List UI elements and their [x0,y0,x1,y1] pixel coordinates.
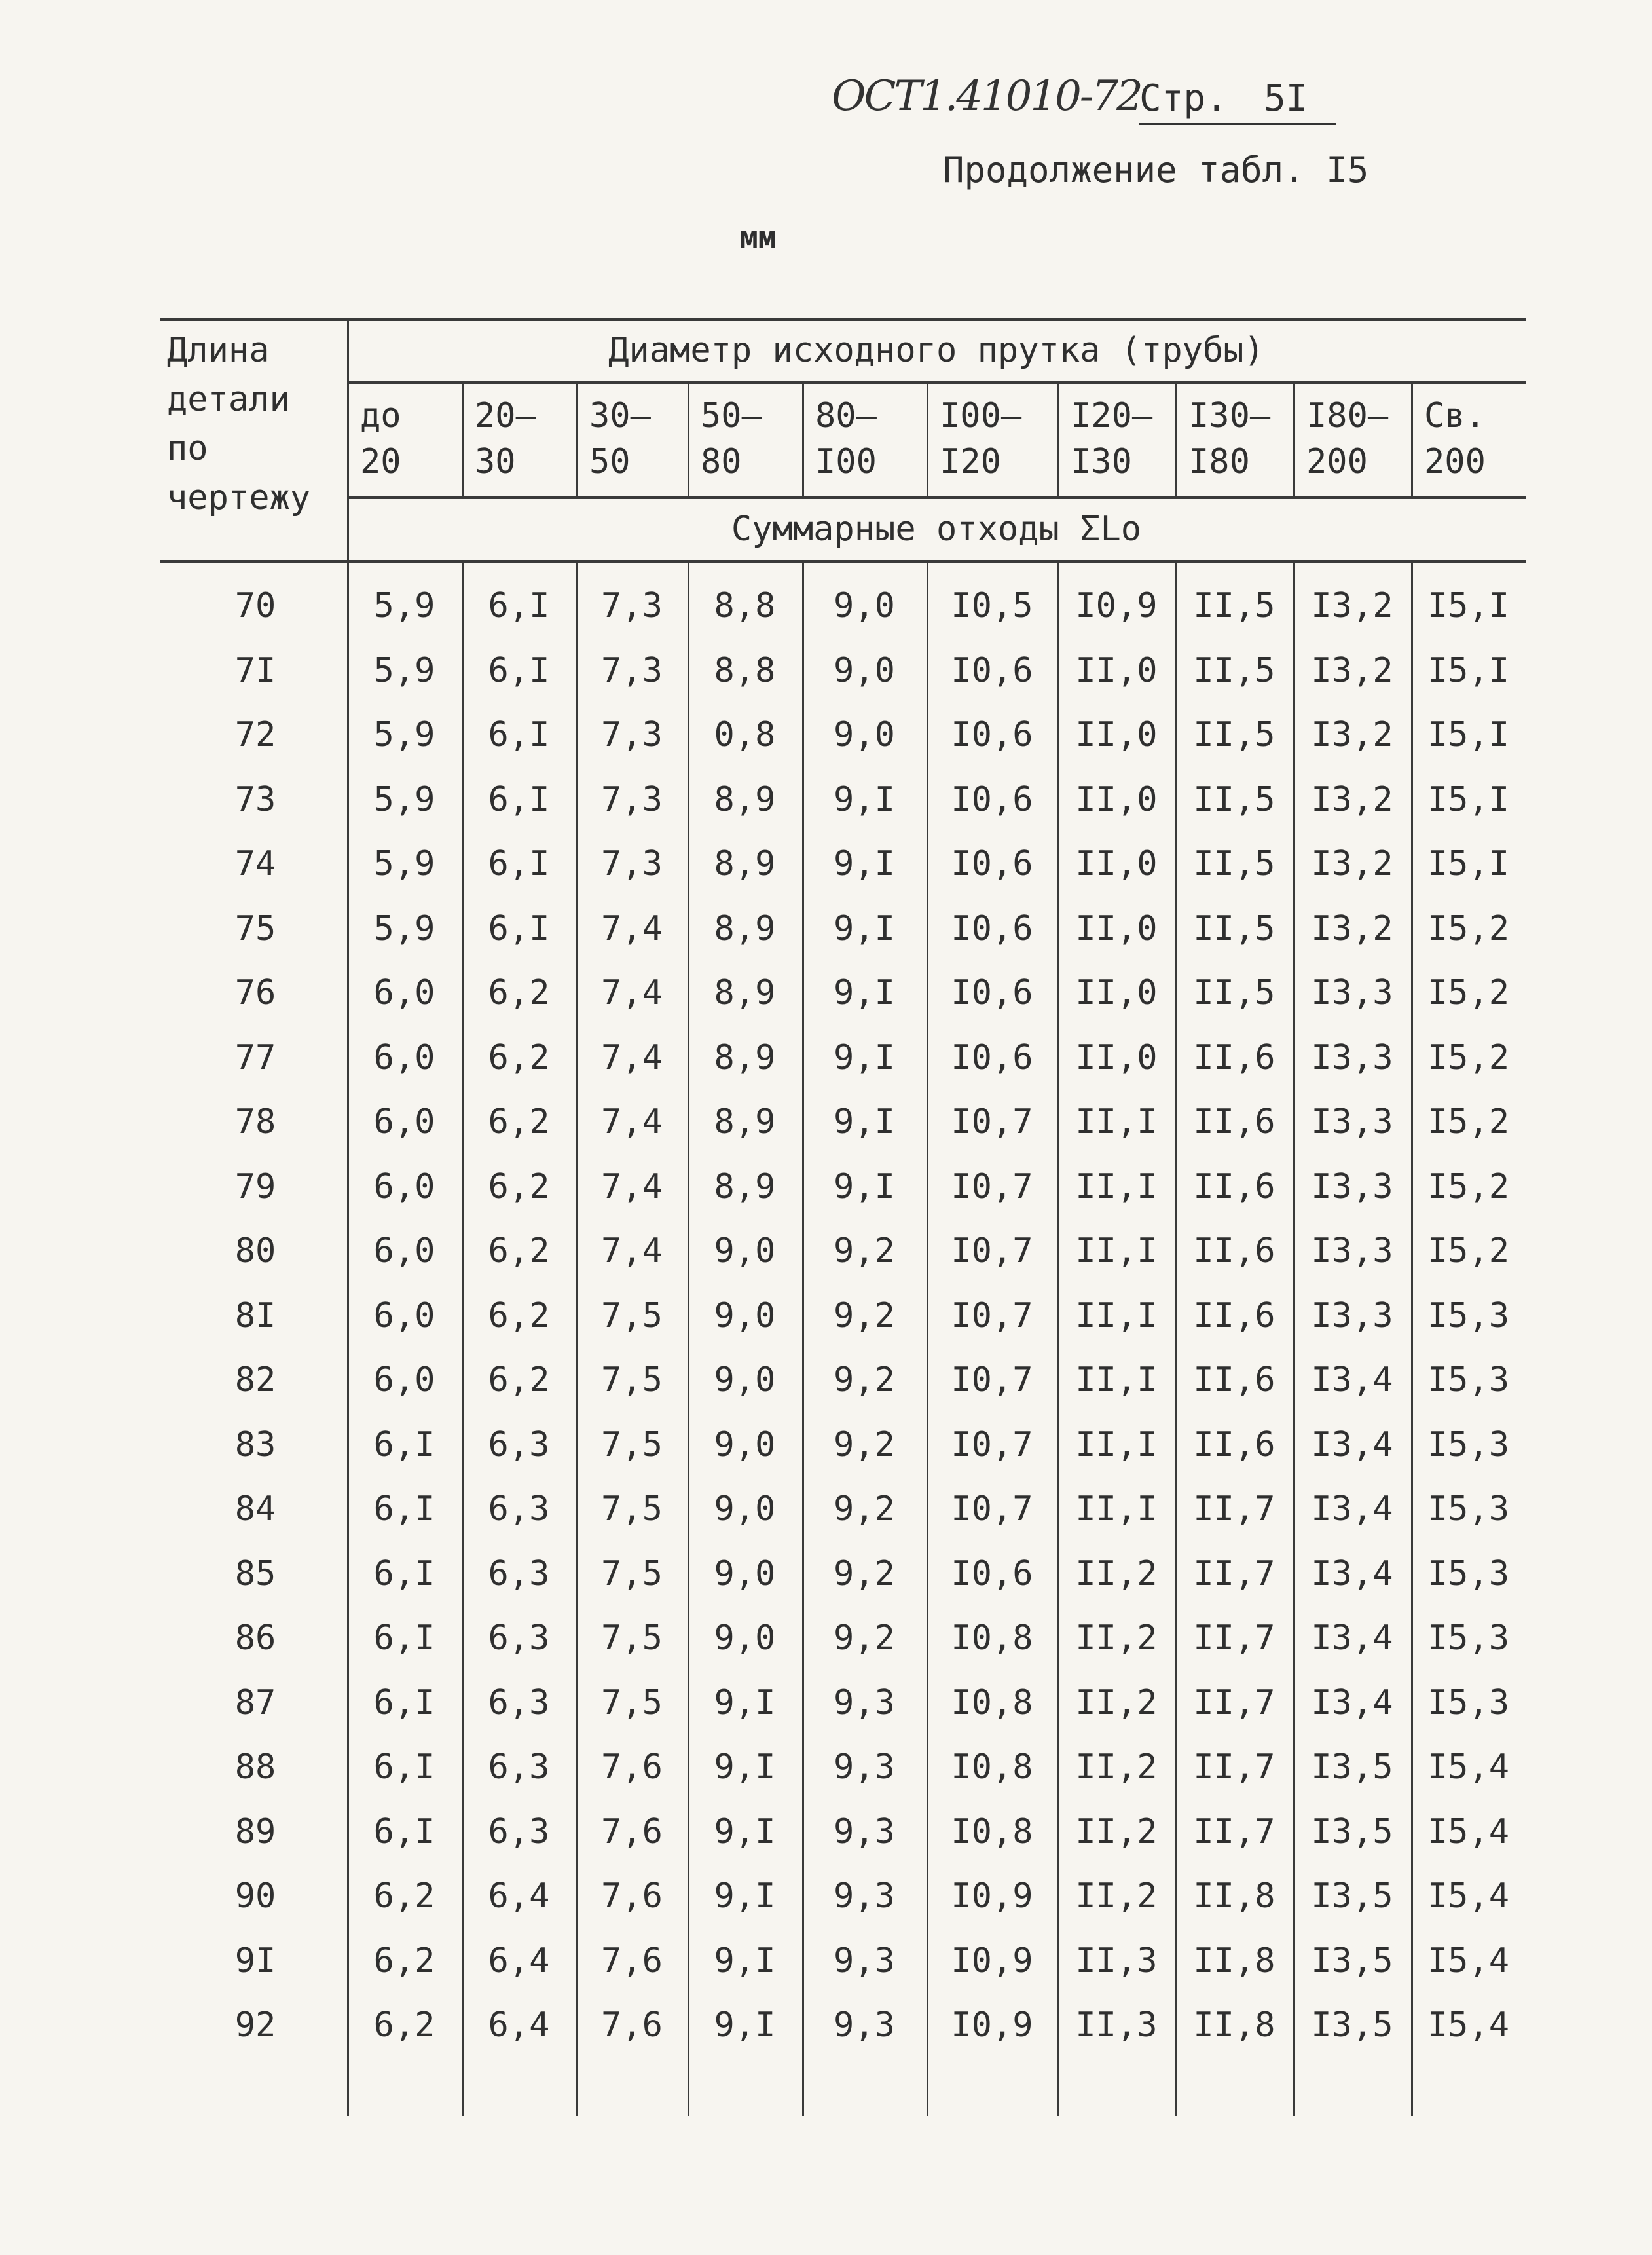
table-cell: I5,3 [1427,1360,1510,1400]
table-cell: I0,7 [951,1295,1033,1335]
column-header-from: 80– [815,396,877,436]
table-cell: II,2 [1075,1812,1158,1852]
table-cell: 9,I [714,1941,776,1981]
row-length: 77 [234,1037,276,1077]
table-cell: I0,6 [951,1554,1033,1593]
table-cell: 7,3 [601,779,663,819]
table-cell: 9,I [714,2005,776,2045]
table-cell: II,7 [1193,1554,1276,1593]
table-cell: II,5 [1193,586,1276,625]
table-cell: 0,8 [714,715,776,755]
table-cell: II,3 [1075,2005,1158,2045]
table-cell: 6,3 [488,1812,550,1852]
column-header-to: 200 [1424,442,1486,481]
table-cell: I5,3 [1427,1618,1510,1658]
table-cell: 9,0 [714,1295,776,1335]
row-header-line: чертежу [167,478,311,517]
table-cell: I0,7 [951,1231,1033,1271]
table-cell: I0,8 [951,1812,1033,1852]
table-cell: II,5 [1193,779,1276,819]
column-header-from: 50– [701,396,762,436]
table-cell: I0,6 [951,779,1033,819]
table-cell: I0,6 [951,844,1033,884]
table-cell: II,0 [1075,1037,1158,1077]
table-cell: 7,4 [601,1102,663,1142]
table-cell: II,5 [1193,715,1276,755]
table-cell: II,I [1075,1489,1158,1529]
row-length: 89 [234,1812,276,1852]
row-length: 85 [234,1554,276,1593]
column-divider [1411,381,1413,496]
column-divider [688,381,689,496]
table-cell: 6,0 [373,1102,435,1142]
column-divider [1057,381,1059,496]
table-cell: I3,4 [1311,1554,1393,1593]
column-header-to: 200 [1306,442,1368,481]
row-length: 82 [234,1360,276,1400]
table-cell: 7,4 [601,908,663,948]
table-cell: I3,2 [1311,779,1393,819]
row-length: 87 [234,1683,276,1723]
table-cell: I5,3 [1427,1425,1510,1464]
table-cell: 8,8 [714,650,776,690]
table-cell: II,7 [1193,1747,1276,1787]
table-cell: 6,I [373,1618,435,1658]
table-cell: 7,5 [601,1425,663,1464]
column-header-to: 30 [475,442,516,481]
table-cell: 6,I [373,1747,435,1787]
table-cell: 6,0 [373,973,435,1013]
table-cell: 6,3 [488,1554,550,1593]
table-cell: 9,2 [834,1618,895,1658]
page-label: Стр. [1139,77,1228,120]
table-cell: 9,0 [714,1618,776,1658]
table-cell: I3,5 [1311,1941,1393,1981]
row-length: 73 [234,779,276,819]
table-cell: II,8 [1193,1941,1276,1981]
table-cell: I5,I [1427,779,1510,819]
table-cell: I0,8 [951,1618,1033,1658]
column-header-from: Св. [1424,396,1486,436]
table-cell: II,2 [1075,1618,1158,1658]
table-cell: 7,5 [601,1489,663,1529]
table-cell: 6,3 [488,1747,550,1787]
table-cell: II,5 [1193,844,1276,884]
table-cell: I3,3 [1311,973,1393,1013]
table-cell: 9,2 [834,1554,895,1593]
column-divider [462,381,464,496]
table-cell: I3,5 [1311,1747,1393,1787]
table-cell: I5,4 [1427,1876,1510,1916]
column-divider [1175,381,1177,496]
table-cell: 6,2 [488,1360,550,1400]
table-cell: I5,4 [1427,1941,1510,1981]
column-header-from: I30– [1188,396,1271,436]
table-cell: II,I [1075,1166,1158,1206]
table-cell: I3,3 [1311,1295,1393,1335]
table-cell: I0,7 [951,1166,1033,1206]
table-cell: 7,6 [601,2005,663,2045]
column-header-from: 20– [475,396,536,436]
table-cell: 8,9 [714,973,776,1013]
table-cell: 9,I [834,779,895,819]
table-cell: II,0 [1075,779,1158,819]
table-cell: I0,9 [951,1941,1033,1981]
table-cell: II,I [1075,1102,1158,1142]
table-cell: 6,I [373,1425,435,1464]
table-cell: I5,4 [1427,2005,1510,2045]
table-cell: II,8 [1193,2005,1276,2045]
table-cell: I0,8 [951,1747,1033,1787]
table-cell: 6,2 [373,1941,435,1981]
table-cell: I3,3 [1311,1166,1393,1206]
table-cell: I3,5 [1311,2005,1393,2045]
document-code: ОСТ1.41010-72 [832,72,1141,121]
table-cell: II,6 [1193,1425,1276,1464]
table-cell: 9,0 [834,586,895,625]
table-cell: I5,2 [1427,1166,1510,1206]
table-cell: II,5 [1193,650,1276,690]
column-header-to: I00 [815,442,877,481]
table-cell: I0,7 [951,1102,1033,1142]
table-cell: I3,4 [1311,1489,1393,1529]
table-cell: I5,3 [1427,1295,1510,1335]
table-cell: 9,2 [834,1489,895,1529]
table-cell: I0,5 [951,586,1033,625]
table-cell: II,0 [1075,650,1158,690]
table-cell: 8,9 [714,779,776,819]
table-cell: 9,3 [834,1812,895,1852]
column-header-from: I00– [940,396,1022,436]
table-cell: II,6 [1193,1360,1276,1400]
table-cell: I3,2 [1311,908,1393,948]
table-cell: I3,4 [1311,1618,1393,1658]
table-cell: I5,I [1427,650,1510,690]
table-cell: 5,9 [373,844,435,884]
table-cell: 9,0 [714,1489,776,1529]
table-cell: 5,9 [373,650,435,690]
table-cell: 7,5 [601,1618,663,1658]
row-header-line: Длина [167,331,270,370]
table-top-rule [160,318,1526,321]
table-cell: II,I [1075,1425,1158,1464]
sum-header: Суммарные отходы ΣLo [731,510,1142,549]
table-cell: 7,4 [601,1037,663,1077]
table-cell: I0,9 [1075,586,1158,625]
table-cell: I0,7 [951,1489,1033,1529]
table-cell: 6,4 [488,1941,550,1981]
table-cell: 6,2 [488,973,550,1013]
table-cell: II,0 [1075,908,1158,948]
column-header-to: 80 [701,442,742,481]
table-cell: 9,I [714,1683,776,1723]
table-cell: 7,3 [601,844,663,884]
group-header-rule [347,381,1526,384]
table-cell: I5,2 [1427,1231,1510,1271]
table-cell: 6,2 [488,1037,550,1077]
table-cell: I5,2 [1427,1102,1510,1142]
table-cell: 9,3 [834,1683,895,1723]
table-cell: I3,2 [1311,844,1393,884]
column-header-to: 50 [589,442,631,481]
table-cell: 9,0 [714,1231,776,1271]
table-cell: 9,I [834,1166,895,1206]
table-cell: II,6 [1193,1231,1276,1271]
table-cell: 7,4 [601,1231,663,1271]
table-cell: II,2 [1075,1747,1158,1787]
table-cell: 9,2 [834,1231,895,1271]
table-cell: 9,3 [834,1941,895,1981]
column-header-to: 20 [360,442,401,481]
table-cell: II,0 [1075,844,1158,884]
table-cell: I5,I [1427,586,1510,625]
table-cell: 9,0 [714,1554,776,1593]
table-cell: I0,6 [951,715,1033,755]
table-cell: 9,3 [834,1876,895,1916]
table-cell: I0,9 [951,1876,1033,1916]
table-cell: II,0 [1075,973,1158,1013]
table-cell: 9,3 [834,1747,895,1787]
table-cell: II,6 [1193,1166,1276,1206]
table-cell: I3,5 [1311,1876,1393,1916]
table-cell: 6,I [488,779,550,819]
table-cell: I3,5 [1311,1812,1393,1852]
table-cell: I5,4 [1427,1812,1510,1852]
row-length: 79 [234,1166,276,1206]
column-header-from: I80– [1306,396,1389,436]
table-cell: II,7 [1193,1683,1276,1723]
table-continuation-title: Продолжение табл. I5 [943,149,1369,191]
table-cell: II,6 [1193,1102,1276,1142]
column-header-from: 30– [589,396,651,436]
table-cell: 8,9 [714,1102,776,1142]
table-cell: I3,2 [1311,715,1393,755]
unit-label: мм [740,219,777,255]
column-header-to: I80 [1188,442,1250,481]
row-length: 83 [234,1425,276,1464]
table-cell: I3,2 [1311,586,1393,625]
table-cell: 5,9 [373,586,435,625]
column-header-from: I20– [1071,396,1153,436]
table-cell: 5,9 [373,715,435,755]
table-cell: I3,4 [1311,1425,1393,1464]
table-cell: 6,I [488,715,550,755]
table-cell: I0,6 [951,973,1033,1013]
table-cell: 6,I [488,586,550,625]
table-cell: 9,I [714,1747,776,1787]
table-cell: 7,3 [601,715,663,755]
table-cell: 8,9 [714,1037,776,1077]
table-cell: II,5 [1193,973,1276,1013]
table-cell: I5,2 [1427,973,1510,1013]
table-cell: 6,I [488,908,550,948]
table-cell: II,6 [1193,1295,1276,1335]
table-cell: I3,2 [1311,650,1393,690]
table-cell: 8,8 [714,586,776,625]
row-length: 8I [234,1295,276,1335]
table-cell: 8,9 [714,908,776,948]
column-divider [802,381,804,496]
table-cell: II,3 [1075,1941,1158,1981]
table-cell: 7,6 [601,1941,663,1981]
table-cell: I0,7 [951,1360,1033,1400]
page-number: 5I [1264,77,1308,120]
row-header-line: детали [167,380,290,419]
row-length: 76 [234,973,276,1013]
table-cell: II,2 [1075,1876,1158,1916]
row-length: 88 [234,1747,276,1787]
row-length: 72 [234,715,276,755]
row-length: 7I [234,650,276,690]
table-cell: I0,6 [951,908,1033,948]
table-cell: 6,2 [488,1295,550,1335]
column-divider [927,381,928,496]
table-cell: 7,3 [601,586,663,625]
table-cell: I5,4 [1427,1747,1510,1787]
row-length: 80 [234,1231,276,1271]
table-cell: 9,I [834,908,895,948]
table-cell: 9,I [714,1876,776,1916]
table-cell: 7,3 [601,650,663,690]
row-length: 74 [234,844,276,884]
table-cell: II,7 [1193,1812,1276,1852]
table-cell: 6,3 [488,1618,550,1658]
column-header-to: I20 [940,442,1001,481]
table-cell: I5,3 [1427,1554,1510,1593]
table-cell: 6,2 [373,2005,435,2045]
table-cell: 6,3 [488,1425,550,1464]
table-cell: 9,I [714,1812,776,1852]
table-cell: II,0 [1075,715,1158,755]
table-cell: 7,4 [601,1166,663,1206]
table-cell: I3,4 [1311,1360,1393,1400]
table-cell: II,8 [1193,1876,1276,1916]
table-cell: 6,4 [488,1876,550,1916]
table-cell: 6,3 [488,1489,550,1529]
table-cell: 9,0 [834,650,895,690]
table-cell: 7,6 [601,1747,663,1787]
table-cell: 6,0 [373,1231,435,1271]
table-cell: I0,9 [951,2005,1033,2045]
row-length: 75 [234,908,276,948]
column-header-to: I30 [1071,442,1132,481]
table-cell: I5,2 [1427,1037,1510,1077]
table-cell: 6,0 [373,1166,435,1206]
table-cell: 6,I [373,1554,435,1593]
table-cell: 5,9 [373,779,435,819]
table-cell: II,2 [1075,1554,1158,1593]
table-cell: 9,I [834,1102,895,1142]
table-cell: 7,5 [601,1683,663,1723]
table-cell: 6,2 [488,1231,550,1271]
table-cell: 8,9 [714,844,776,884]
table-cell: 6,I [373,1812,435,1852]
table-cell: II,2 [1075,1683,1158,1723]
table-cell: I0,7 [951,1425,1033,1464]
header-bottom-rule [160,560,1526,563]
table-cell: 6,3 [488,1683,550,1723]
table-cell: 9,0 [714,1425,776,1464]
table-cell: 6,I [373,1489,435,1529]
table-cell: I0,8 [951,1683,1033,1723]
table-cell: 9,I [834,1037,895,1077]
table-cell: II,7 [1193,1618,1276,1658]
table-cell: 9,I [834,973,895,1013]
table-cell: I5,3 [1427,1489,1510,1529]
row-header-line: по [167,429,208,468]
table-cell: II,5 [1193,908,1276,948]
table-cell: 9,2 [834,1295,895,1335]
table-cell: 6,0 [373,1360,435,1400]
row-length: 70 [234,586,276,625]
table-cell: 6,0 [373,1037,435,1077]
column-divider [576,381,578,496]
table-cell: I5,2 [1427,908,1510,948]
table-cell: 9,2 [834,1425,895,1464]
table-cell: 6,I [373,1683,435,1723]
column-header-rule [347,496,1526,499]
table-cell: 7,5 [601,1295,663,1335]
table-cell: I0,6 [951,650,1033,690]
row-length: 9I [234,1941,276,1981]
row-length: 92 [234,2005,276,2045]
table-cell: I5,I [1427,715,1510,755]
table-cell: II,I [1075,1295,1158,1335]
table-cell: 7,6 [601,1812,663,1852]
table-cell: I5,I [1427,844,1510,884]
row-length: 84 [234,1489,276,1529]
table-cell: 6,2 [373,1876,435,1916]
table-cell: 5,9 [373,908,435,948]
column-header-from: до [360,396,401,436]
table-cell: 6,2 [488,1166,550,1206]
table-cell: I3,4 [1311,1683,1393,1723]
row-length: 86 [234,1618,276,1658]
table-cell: 6,I [488,844,550,884]
table-cell: 6,2 [488,1102,550,1142]
table-cell: I3,3 [1311,1102,1393,1142]
column-divider [1293,381,1295,496]
table-cell: I5,3 [1427,1683,1510,1723]
table-cell: II,7 [1193,1489,1276,1529]
table-cell: 7,6 [601,1876,663,1916]
table-cell: 9,I [834,844,895,884]
table-cell: 6,4 [488,2005,550,2045]
table-cell: 8,9 [714,1166,776,1206]
column-group-header: Диаметр исходного прутка (трубы) [608,331,1264,370]
table-cell: 6,0 [373,1295,435,1335]
table-cell: 9,3 [834,2005,895,2045]
table-cell: I3,3 [1311,1231,1393,1271]
table-cell: II,6 [1193,1037,1276,1077]
table-cell: 9,2 [834,1360,895,1400]
table-cell: 9,0 [834,715,895,755]
table-cell: 6,I [488,650,550,690]
table-cell: I0,6 [951,1037,1033,1077]
table-cell: 7,4 [601,973,663,1013]
row-length: 78 [234,1102,276,1142]
table-cell: 7,5 [601,1554,663,1593]
table-cell: 9,0 [714,1360,776,1400]
table-cell: 7,5 [601,1360,663,1400]
table-cell: I3,3 [1311,1037,1393,1077]
row-length: 90 [234,1876,276,1916]
table-cell: II,I [1075,1231,1158,1271]
table-cell: II,I [1075,1360,1158,1400]
